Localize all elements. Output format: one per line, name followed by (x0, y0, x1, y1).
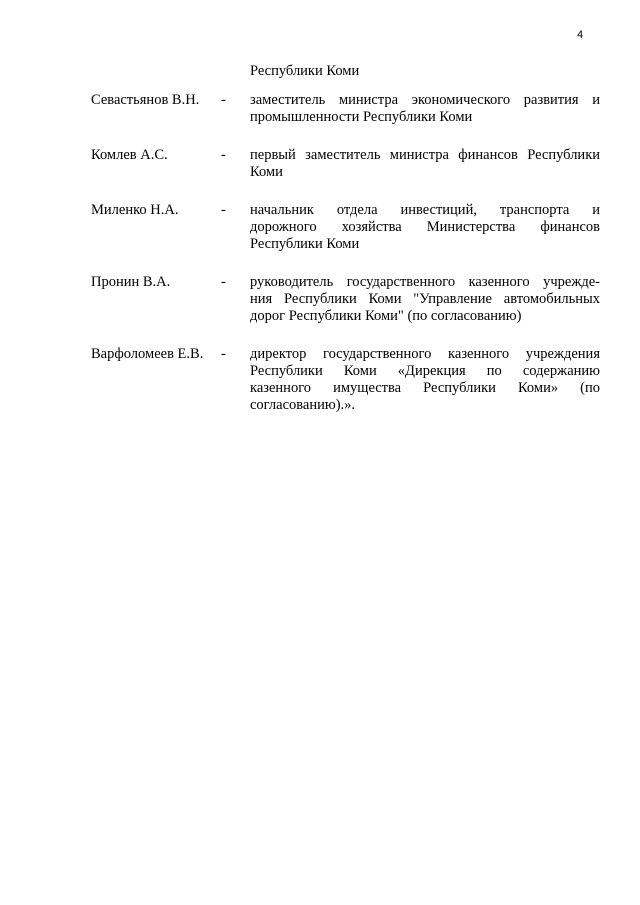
member-position (250, 147, 600, 181)
position-line: директор государственного казенного учреждения (250, 346, 600, 362)
dash-separator: - (221, 346, 226, 362)
member-name: Комлев А.С. (91, 147, 168, 163)
position-line: Коми (250, 164, 283, 180)
position-line: дорожного хозяйства Министерства финансов (250, 219, 600, 235)
member-entry (91, 147, 603, 181)
member-name: Варфоломеев Е.В. (91, 346, 204, 362)
dash-separator: - (221, 202, 226, 218)
position-line: руководитель государственного казенного учрежде- (250, 274, 600, 290)
position-line: первый заместитель министра финансов Республики (250, 147, 600, 163)
member-name: Миленко Н.А. (91, 202, 179, 218)
position-line: заместитель министра экономического развития и (250, 92, 600, 108)
position-line: согласованию).». (250, 397, 356, 413)
member-name: Пронин В.А. (91, 274, 171, 290)
position-line: Республики Коми «Дирекция по содержанию (250, 363, 600, 379)
position-line: начальник отдела инвестиций, транспорта и (250, 202, 600, 218)
member-position (250, 202, 600, 253)
continuation-text: Республики Коми (250, 63, 360, 79)
position-line: дорог Республики Коми" (по согласованию) (250, 308, 522, 324)
member-entry (91, 274, 603, 325)
member-entry (91, 202, 603, 253)
dash-separator: - (221, 147, 226, 163)
member-position (250, 274, 600, 325)
position-line: промышленности Республики Коми (250, 109, 473, 125)
member-position (250, 346, 600, 414)
dash-separator: - (221, 92, 226, 108)
position-line: ния Республики Коми "Управление автомобильных (250, 291, 600, 307)
position-line: Республики Коми (250, 236, 360, 252)
page-number: 4 (576, 29, 584, 41)
committee-member-list (91, 92, 603, 435)
member-name: Севастьянов В.Н. (91, 92, 200, 108)
member-position (250, 92, 600, 126)
member-entry (91, 92, 603, 126)
member-entry (91, 346, 603, 414)
dash-separator: - (221, 274, 226, 290)
position-line: казенного имущества Республики Коми» (по (250, 380, 600, 396)
